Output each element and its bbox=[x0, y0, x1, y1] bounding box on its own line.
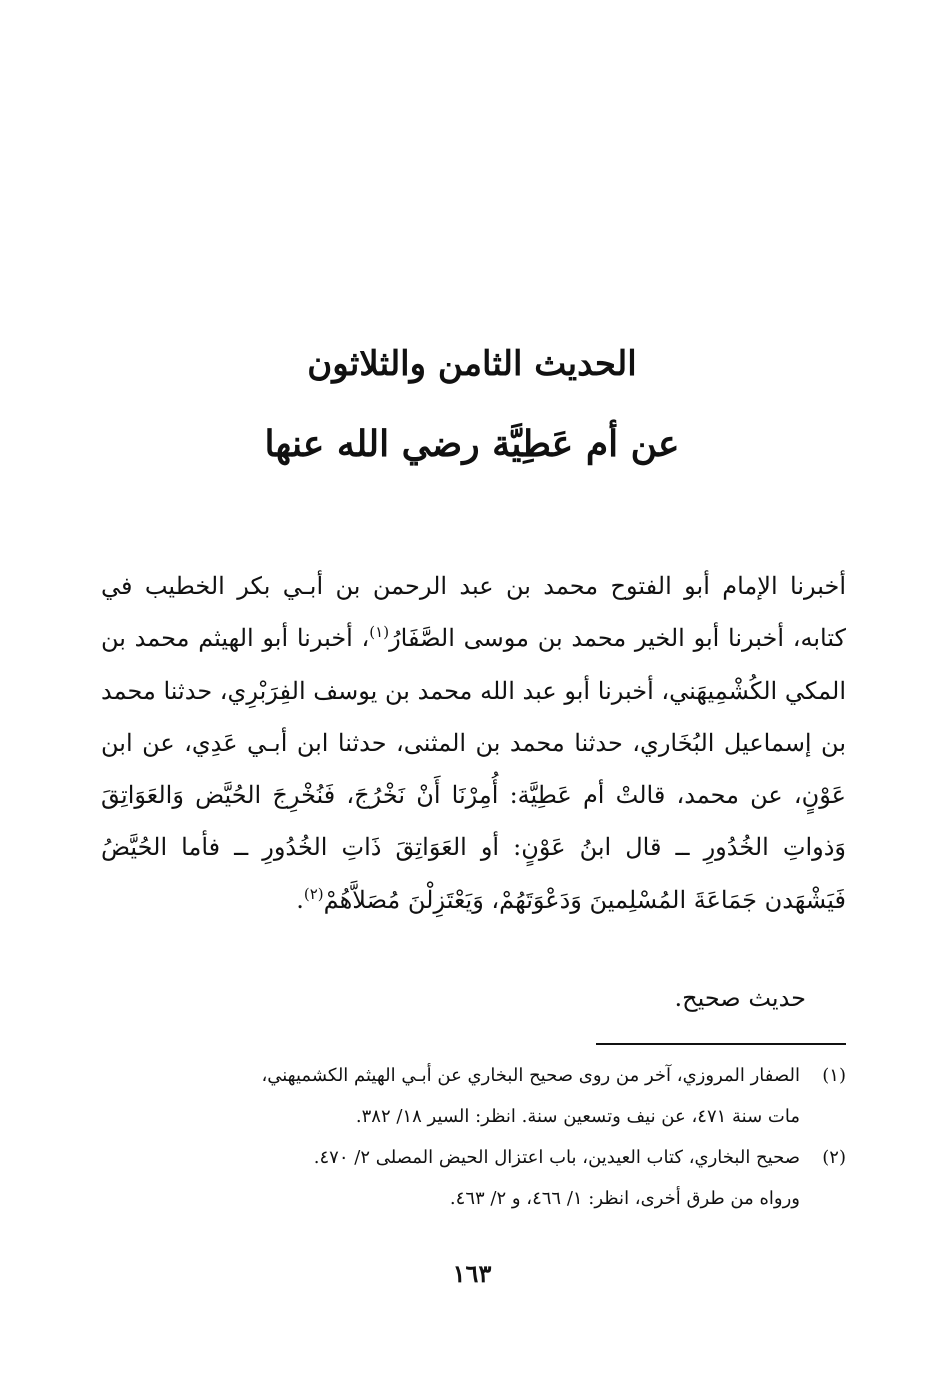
footnote-2-text bbox=[96, 1137, 800, 1219]
hadith-text bbox=[101, 560, 846, 926]
hadith-text-part1: أخبرنا الإمام أبو الفتوح محمد بن عبد الرحمن بن أبـي بكر الخطيب في كتابه، أخبرنا أبو الخير محمد بن موسى الصَّفَارُ bbox=[101, 572, 846, 653]
page-number: ١٦٣ bbox=[452, 1259, 492, 1288]
footnote-1 bbox=[96, 1055, 846, 1137]
footnote-1-line2: مات سنة ٤٧١، عن نيف وتسعين سنة. انظر: السير ١٨/ ٣٨٢. bbox=[355, 1106, 800, 1127]
hadith-grade: حديث صحيح. bbox=[674, 984, 806, 1012]
footnote-1-text bbox=[96, 1055, 800, 1137]
hadith-text-part2: ، أخبرنا أبو الهيثم محمد بن المكي الكُشْمِيهَني، أخبرنا أبو عبد الله محمد بن يوسف الفِرَبْرِي، حدثنا محمد بن إسماعيل البُخَاري، حدثنا محمد بن المثنى، حدثنا ابن أبـي عَدِي، عن ابن عَوْنٍ، عن محمد، قالتْ أم عَطِيَّة: أُمِرْنَا أَنْ نَخْرُجَ، فَنُخْرِجَ الحُيَّض وَالعَوَاتِقَ وَذواتِ الخُدُورِ ــ قال ابنُ عَوْنٍ: أو العَوَاتِقَ ذَاتِ الخُدُورِ ــ فأما الحُيَّضُ فَيَشْهَدن جَمَاعَةَ المُسْلِمينَ وَدَعْوَتَهُمْ، وَيَعْتَزِلْنَ مُصَلاَّهُمْ bbox=[101, 624, 846, 914]
footnote-2-line1: صحيح البخاري، كتاب العيدين، باب اعتزال الحيض المصلى ٢/ ٤٧٠. bbox=[313, 1147, 800, 1168]
footnote-1-number: (١) bbox=[822, 1065, 846, 1086]
footnotes bbox=[96, 1055, 846, 1219]
hadith-subtitle: عن أم عَطِيَّة رضي الله عنها bbox=[264, 423, 680, 465]
footnote-1-line1: الصفار المروزي، آخر من روى صحيح البخاري عن أبـي الهيثم الكشميهني، bbox=[261, 1065, 800, 1086]
hadith-title: الحديث الثامن والثلاثون bbox=[307, 344, 637, 384]
footnote-ref-1: (١) bbox=[369, 623, 390, 642]
footnote-ref-2: (٢) bbox=[303, 884, 324, 903]
footnote-2-line2: ورواه من طرق أخرى، انظر: ١/ ٤٦٦، و ٢/ ٤٦٣. bbox=[449, 1188, 800, 1209]
footnote-separator bbox=[596, 1043, 846, 1045]
hadith-text-part3: . bbox=[296, 885, 304, 914]
footnote-2-number: (٢) bbox=[822, 1147, 846, 1168]
footnote-2 bbox=[96, 1137, 846, 1219]
